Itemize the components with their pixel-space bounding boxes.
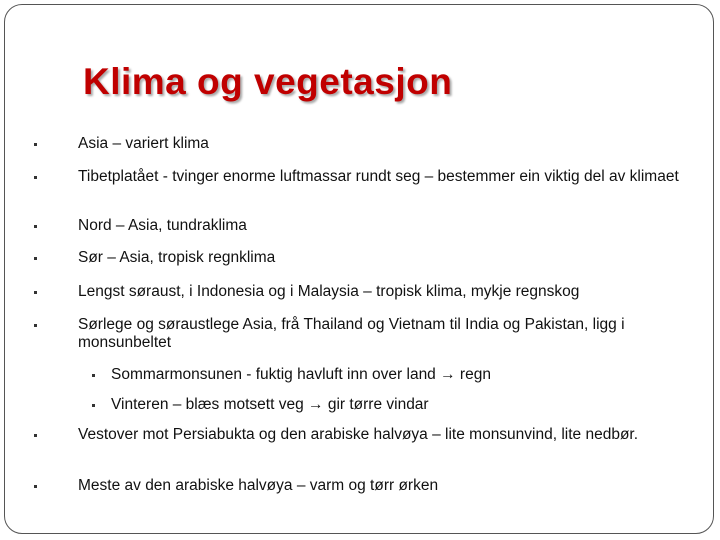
bullet-marker bbox=[92, 404, 95, 407]
bullet-item bbox=[78, 316, 688, 352]
bullet-item bbox=[78, 283, 688, 301]
sub-bullet-text: Sommarmonsunen - fuktig havluft inn over land → regn bbox=[111, 366, 491, 383]
bullet-marker bbox=[92, 374, 95, 377]
bullet-marker bbox=[34, 143, 37, 146]
bullet-text: Tibetplatået - tvinger enorme luftmassar rundt seg – bestemmer ein viktig del av klimaet bbox=[78, 168, 679, 185]
bullet-item bbox=[78, 477, 688, 495]
sub-bullet-item bbox=[111, 396, 671, 414]
bullet-marker bbox=[34, 291, 37, 294]
bullet-item bbox=[78, 168, 688, 186]
sub-bullet-text: Vinteren – blæs motsett veg → gir tørre vindar bbox=[111, 396, 429, 413]
bullet-text: Lengst søraust, i Indonesia og i Malaysia – tropisk klima, mykje regnskog bbox=[78, 283, 580, 300]
bullet-item bbox=[78, 426, 688, 444]
bullet-marker bbox=[34, 434, 37, 437]
bullet-text: Meste av den arabiske halvøya – varm og tørr ørken bbox=[78, 477, 439, 494]
slide bbox=[4, 4, 714, 534]
sub-bullet-item bbox=[111, 366, 671, 384]
slide-title: Klima og vegetasjon bbox=[83, 61, 453, 102]
bullet-text: Vestover mot Persiabukta og den arabiske halvøya – lite monsunvind, lite nedbør. bbox=[78, 426, 639, 443]
bullet-marker bbox=[34, 324, 37, 327]
bullet-text: Asia – variert klima bbox=[78, 135, 209, 152]
bullet-marker bbox=[34, 485, 37, 488]
bullet-text: Sørlege og søraustlege Asia, frå Thailand og Vietnam til India og Pakistan, ligg i monsunbeltet bbox=[78, 316, 625, 351]
bullet-item bbox=[78, 217, 688, 235]
bullet-item bbox=[78, 135, 688, 153]
bullet-marker bbox=[34, 176, 37, 179]
bullet-text: Sør – Asia, tropisk regnklima bbox=[78, 249, 276, 266]
bullet-marker bbox=[34, 225, 37, 228]
bullet-text: Nord – Asia, tundraklima bbox=[78, 217, 247, 234]
bullet-item bbox=[78, 249, 688, 267]
bullet-marker bbox=[34, 257, 37, 260]
